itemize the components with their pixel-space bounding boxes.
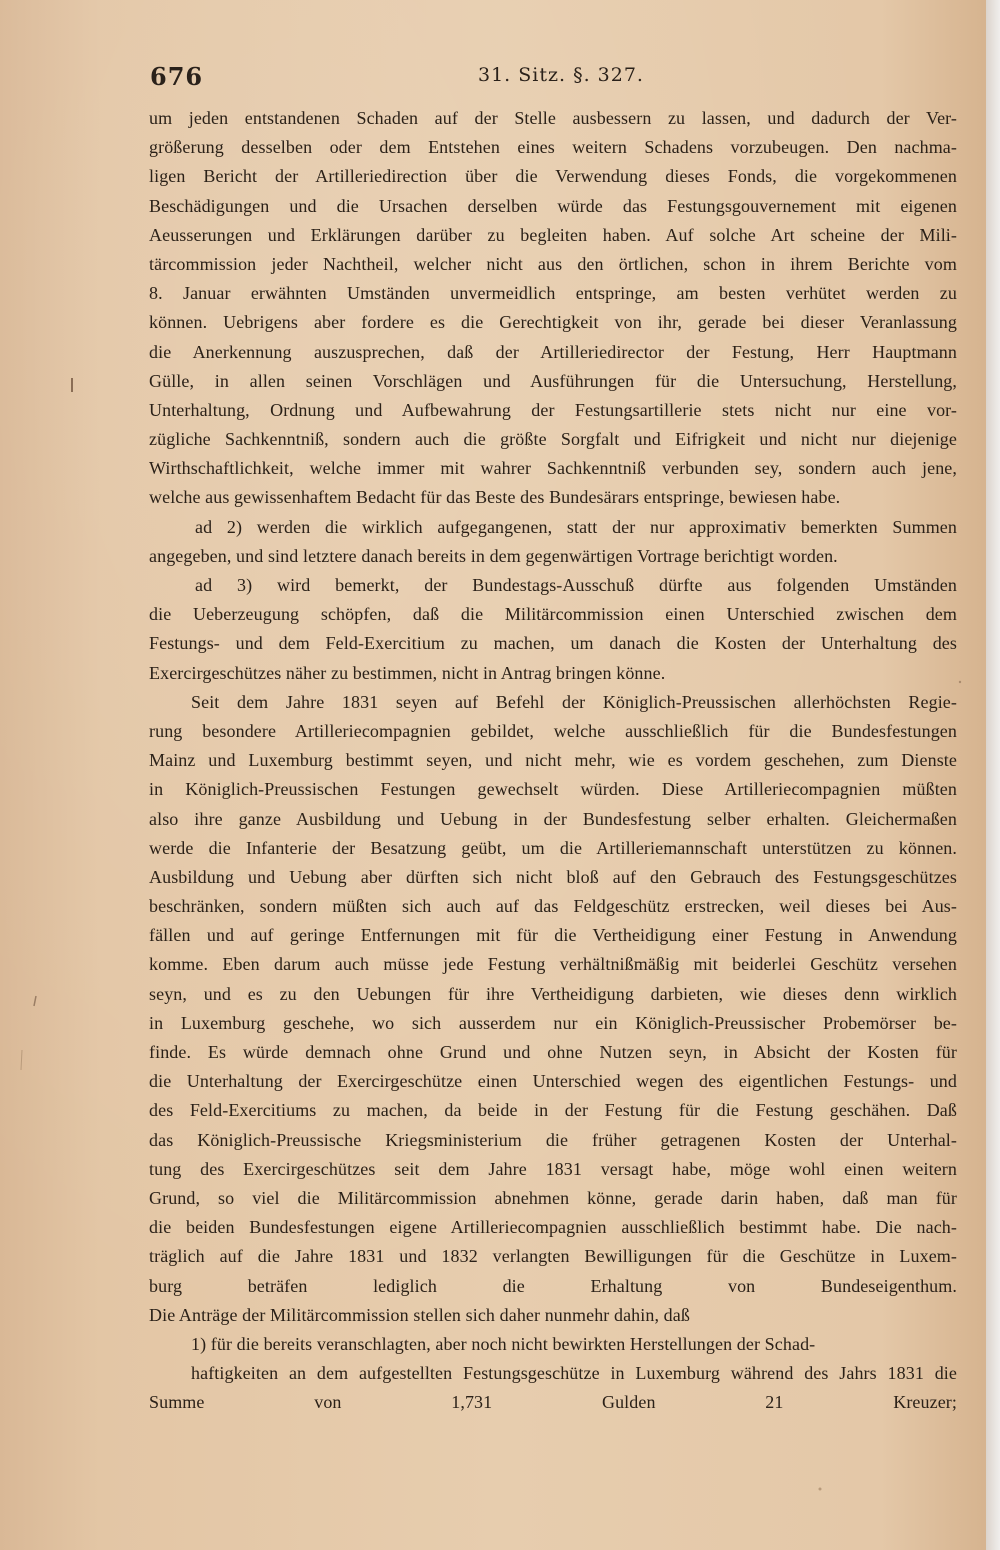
text-line: werde die Infanterie der Besatzung geübt, um die Artilleriemannschaft unterstützen zu können. [149,837,957,858]
text-line: Gülle, in allen seinen Vorschlägen und Ausführungen für die Untersuchung, Herstellung, [149,370,957,391]
text-line: die Anerkennung auszusprechen, daß der Artilleriedirector der Festung, Herr Hauptmann [149,341,957,362]
margin-speck [34,996,36,1006]
page-number: 676 [150,62,204,91]
text-line: ligen Bericht der Artilleriedirection über die Verwendung dieses Fonds, die vorgekommenen [149,166,957,187]
text-line: des Feld-Exercitiums zu machen, da beide in der Festung für die Festung geschähen. Daß [149,1100,957,1121]
text-line [149,1417,957,1446]
text-line: Festungs- und dem Feld-Exercitium zu machen, um danach die Kosten der Unterhaltung des [149,633,957,654]
text-line: ad 2) werden die wirklich aufgegangenen, statt der nur approximativ bemerkten Summen [195,516,957,537]
text-line: die beiden Bundesfestungen eigene Artilleriecompagnien ausschließlich bestimmt habe. Die nach- [149,1217,957,1238]
text-line: Mainz und Luxemburg bestimmt seyen, und nicht mehr, wie es vordem geschehen, zum Dienste [149,750,957,771]
page-header [150,62,960,96]
text-line: Seit dem Jahre 1831 seyen auf Befehl der Königlich-Preussischen allerhöchsten Regie- [191,691,957,712]
text-line: die Ueberzeugung schöpfen, daß die Militärcommission einen Unterschied zwischen dem [149,604,957,625]
text-line: 8. Januar erwähnten Umständen unvermeidlich entspringe, am besten verhütet werden zu [149,283,957,304]
text-line: das Königlich-Preussische Kriegsministerium die früher getragenen Kosten der Unterhal- [149,1129,957,1150]
text-line: träglich auf die Jahre 1831 und 1832 verlangten Bewilligungen für die Geschütze in Luxem- [149,1246,957,1267]
text-line: haftigkeiten an dem aufgestellten Festungsgeschütze in Luxemburg während des Jahrs 1831 die [191,1363,957,1384]
text-line: Aeusserungen und Erklärungen darüber zu begleiten haben. Auf solche Art scheine der Mili- [149,224,957,245]
text-line: finde. Es würde demnach ohne Grund und ohne Nutzen seyn, in Absicht der Kosten für [149,1042,957,1062]
text-line: Beschädigungen und die Ursachen derselben würde das Festungsgouvernement mit eigenen [149,195,957,216]
running-head: 31. Sitz. §. 327. [478,64,644,86]
body-text [149,104,957,1447]
text-line: Die Anträge der Militärcommission stellen sich daher nunmehr dahin, daß [149,1304,690,1325]
text-line: Exercirgeschützes näher zu bestimmen, nicht in Antrag bringen könne. [149,662,666,683]
text-line: rung besondere Artilleriecompagnien gebildet, welche ausschließlich für die Bundesfestungen [149,720,957,741]
text-line: Grund, so viel die Militärcommission abnehmen könne, gerade darin haben, daß man für [149,1187,957,1208]
page-edge [986,0,1000,1550]
text-line: beschränken, sondern müßten sich auch auf das Feldgeschütz erstrecken, weil dieses bei Aus- [149,896,957,917]
text-line: burg beträfen lediglich die Erhaltung von Bundeseigenthum. [149,1275,957,1296]
text-line: Unterhaltung, Ordnung und Aufbewahrung der Festungsartillerie stets nicht nur eine vor- [149,399,957,420]
text-line: in Königlich-Preussischen Festungen gewechselt würden. Diese Artilleriecompagnien müßten [149,779,957,800]
text-line: Ausbildung und Uebung aber dürften sich nicht bloß auf den Gebrauch des Festungsgeschützes [149,866,957,887]
text-line: tung des Exercirgeschützes seit dem Jahre 1831 versagt habe, möge wohl einen weitern [149,1158,957,1179]
text-line: können. Uebrigens aber fordere es die Gerechtigkeit von ihr, gerade bei dieser Veranlassung [149,312,957,333]
paper-speck [959,681,961,683]
text-line: Wirthschaftlichkeit, welche immer mit wahrer Sachkenntniß verbunden sey, sondern auch jene, [149,458,957,479]
text-line: um jeden entstandenen Schaden auf der Stelle ausbessern zu lassen, und dadurch der Ver- [149,108,957,128]
text-line: größerung desselben oder dem Entstehen eines weitern Schadens vorzubeugen. Den nachma- [149,137,957,158]
text-line: fällen und auf geringe Entfernungen mit für die Vertheidigung einer Festung in Anwendung [149,925,957,946]
text-line: zügliche Sachkenntniß, sondern auch die größte Sorgfalt und Eifrigkeit und nicht nur diejenige [149,429,957,450]
text-line: die Unterhaltung der Exercirgeschütze einen Unterschied wegen des eigentlichen Festungs- und [149,1071,957,1092]
text-line: tärcommission jeder Nachtheil, welcher nicht aus den örtlichen, schon in ihrem Berichte vom [149,253,957,274]
text-line: welche aus gewissenhaftem Bedacht für das Beste des Bundesärars entspringe, bewiesen habe. [149,487,841,508]
text-line: Summe von 1,731 Gulden 21 Kreuzer; [149,1392,957,1413]
text-line: angegeben, und sind letztere danach bereits in dem gegenwärtigen Vortrage berichtigt worden. [149,545,838,566]
paper-speck [819,1488,822,1491]
text-line: seyn, und es zu den Uebungen für ihre Vertheidigung darbieten, wie dieses denn wirklich [149,983,957,1004]
text-line: 1) für die bereits veranschlagten, aber noch nicht bewirkten Herstellungen der Schad- [191,1333,816,1354]
text-line: also ihre ganze Ausbildung und Uebung in der Bundesfestung selber erhalten. Gleichermaßen [149,808,957,829]
text-line: komme. Eben darum auch müsse jede Festung verhältnißmäßig mit beiderlei Geschütz versehen [149,954,957,975]
text-line: ad 3) wird bemerkt, der Bundestags-Ausschuß dürfte aus folgenden Umständen [195,575,957,595]
text-line: in Luxemburg geschehe, wo sich ausserdem nur ein Königlich-Preussischer Probemörser be- [149,1012,957,1033]
margin-speck [21,1050,22,1070]
